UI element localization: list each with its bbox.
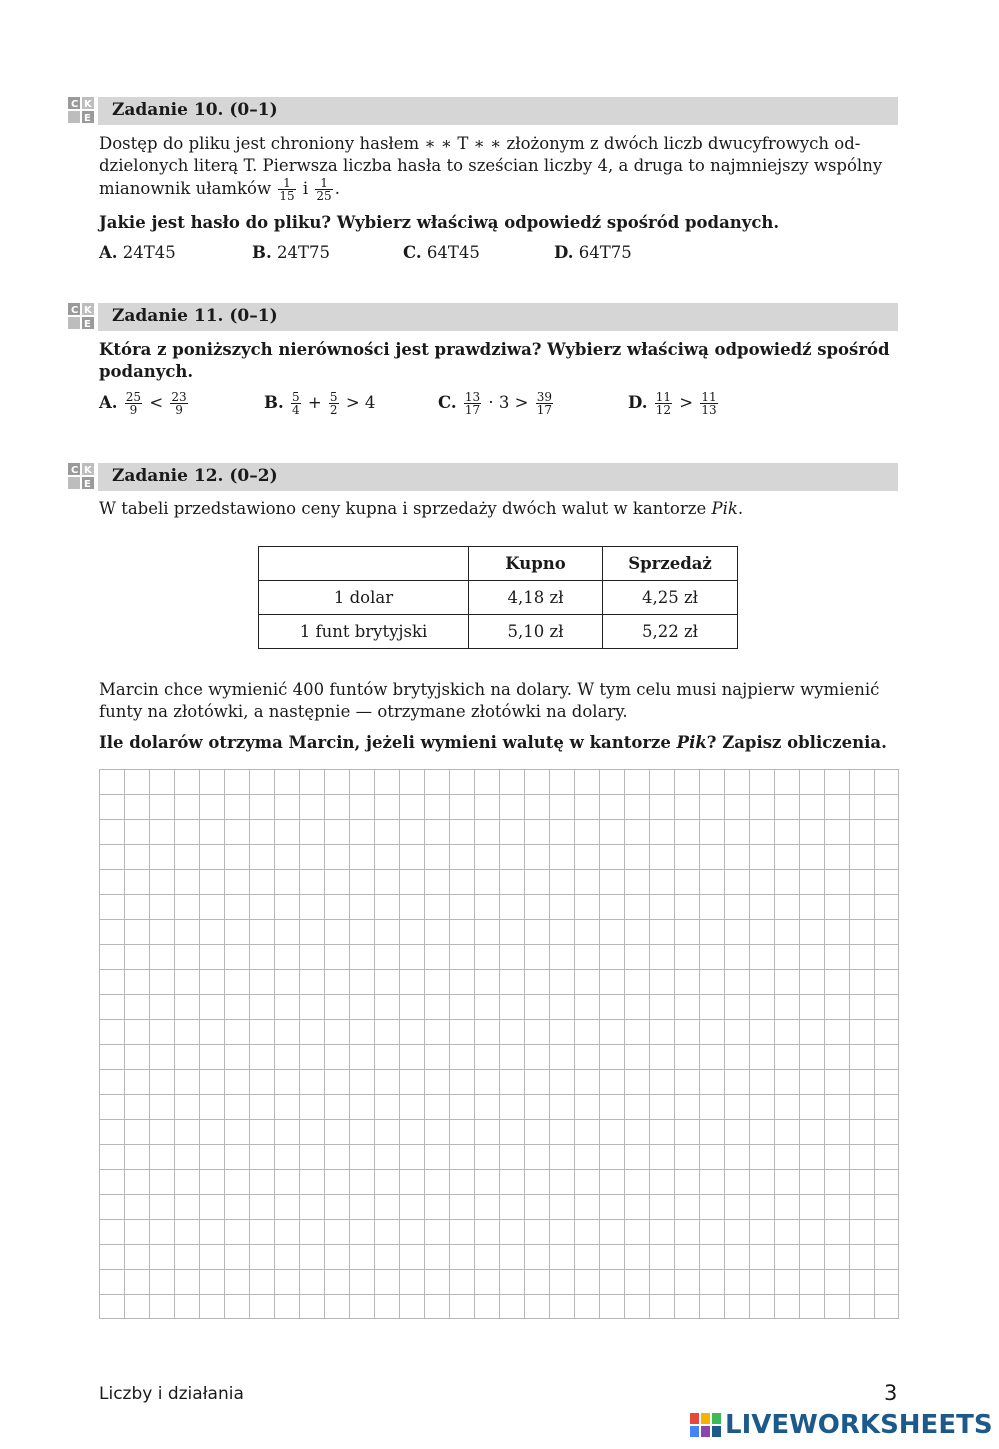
- task-11-option-a[interactable]: [99, 391, 190, 416]
- fraction: [291, 391, 301, 416]
- svg-text:K: K: [84, 99, 92, 110]
- option-letter: B.: [264, 393, 284, 412]
- operator: > 4: [345, 393, 376, 412]
- table-cell: 4,18 zł: [469, 581, 603, 615]
- option-letter: B.: [252, 243, 272, 262]
- task-10-line2: dzielonych literą T. Pierwsza liczba hasła to sześcian liczby 4, a druga to najmniejszy wspólny: [99, 156, 883, 175]
- fraction-denominator: 17: [464, 403, 481, 417]
- task-10-period: .: [334, 179, 340, 198]
- fraction-denominator: 4: [291, 403, 300, 417]
- task-10-question: Jakie jest hasło do pliku? Wybierz właściwą odpowiedź spośród podanych.: [99, 213, 780, 232]
- svg-text:E: E: [84, 479, 91, 489]
- fraction-denominator: 15: [279, 189, 295, 203]
- fraction: [329, 391, 339, 416]
- fraction-numerator: 5: [291, 390, 300, 404]
- task-12-question: [99, 732, 899, 754]
- table-cell: 5,10 zł: [469, 615, 603, 649]
- option-letter: D.: [628, 393, 648, 412]
- table-row: [259, 581, 738, 615]
- task-10-header: [98, 97, 898, 125]
- liveworksheets-wordmark: LIVEWORKSHEETS: [725, 1410, 993, 1440]
- task-12-intro-text: W tabeli przedstawiono ceny kupna i sprzedaży dwóch walut w kantorze: [99, 499, 707, 518]
- task-10-option-d[interactable]: [554, 243, 632, 262]
- task-11-question-line2: podanych.: [99, 362, 194, 381]
- task-12-paragraph-line2: funty na złotówki, a następnie — otrzymane złotówki na dolary.: [99, 702, 628, 721]
- task-10-text: [99, 133, 899, 202]
- fraction-numerator: 11: [655, 390, 671, 404]
- task-10-line3: [99, 177, 899, 202]
- table-cell: 4,25 zł: [603, 581, 738, 615]
- table-header-cell: Sprzedaż: [603, 547, 738, 581]
- fraction-denominator: 13: [701, 403, 717, 417]
- liveworksheets-logo: [690, 1408, 993, 1442]
- fraction-numerator: 23: [171, 390, 187, 404]
- task-11-option-b[interactable]: [264, 391, 375, 416]
- task-10-option-a[interactable]: [99, 243, 176, 262]
- task-12-title: Zadanie 12. (0–2): [112, 466, 278, 486]
- table-header-cell: [259, 547, 469, 581]
- task-12-paragraph: [99, 679, 899, 723]
- task-11-question: [99, 339, 899, 383]
- table-cell: 1 funt brytyjski: [259, 615, 469, 649]
- svg-text:K: K: [84, 465, 92, 476]
- kantor-name: Pik: [676, 733, 707, 752]
- fraction-denominator: 17: [536, 403, 552, 417]
- svg-text:C: C: [71, 305, 79, 316]
- task-10-line1: Dostęp do pliku jest chroniony hasłem ∗ ∗ T ∗ ∗ złożonym z dwóch liczb dwucyfrowych od-: [99, 134, 861, 153]
- footer-section: Liczby i działania: [99, 1384, 244, 1404]
- fraction: [125, 391, 142, 416]
- task-10-title: Zadanie 10. (0–1): [112, 100, 278, 120]
- fraction-numerator: 1: [278, 177, 295, 190]
- cke-logo-icon: [68, 97, 94, 123]
- svg-text:E: E: [84, 319, 91, 329]
- answer-grid[interactable]: [99, 769, 899, 1319]
- fraction-denominator: 2: [329, 403, 338, 417]
- task-10-connector: i: [302, 179, 309, 198]
- option-text: 24T75: [276, 243, 330, 262]
- operator: >: [679, 393, 694, 412]
- fraction: [536, 391, 553, 416]
- fraction-1-25: [315, 177, 332, 202]
- task-12-paragraph-line1: Marcin chce wymienić 400 funtów brytyjskich na dolary. W tym celu musi najpierw wymienić: [99, 680, 880, 699]
- fraction: [170, 391, 187, 416]
- option-letter: A.: [99, 393, 118, 412]
- task-10-option-b[interactable]: [252, 243, 330, 262]
- cke-logo-icon: [68, 303, 94, 329]
- table-cell: 1 dolar: [259, 581, 469, 615]
- fraction-denominator: 9: [175, 403, 183, 417]
- task-12-header: [98, 463, 898, 491]
- liveworksheets-blocks-icon: [690, 1413, 721, 1437]
- task-11-title: Zadanie 11. (0–1): [112, 306, 278, 326]
- option-letter: D.: [554, 243, 574, 262]
- fraction-numerator: 25: [125, 390, 142, 404]
- exchange-rate-table: [258, 546, 738, 649]
- kantor-name: Pik: [711, 499, 738, 518]
- cke-logo-icon: [68, 463, 94, 489]
- task-12-question-end: ? Zapisz obliczenia.: [706, 733, 887, 752]
- option-text: 64T45: [426, 243, 480, 262]
- option-letter: C.: [438, 393, 457, 412]
- task-12-question-text: Ile dolarów otrzyma Marcin, jeżeli wymieni walutę w kantorze: [99, 733, 671, 752]
- table-cell: 5,22 zł: [603, 615, 738, 649]
- option-text: 64T75: [578, 243, 632, 262]
- task-12-intro: [99, 498, 899, 520]
- operator: · 3 >: [488, 393, 529, 412]
- operator: +: [307, 393, 322, 412]
- fraction-numerator: 39: [536, 390, 552, 404]
- svg-text:E: E: [84, 113, 91, 123]
- fraction-1-15: [278, 177, 295, 202]
- option-letter: C.: [403, 243, 422, 262]
- fraction-denominator: 25: [316, 189, 332, 203]
- table-header-row: [259, 547, 738, 581]
- page-number: 3: [884, 1381, 898, 1405]
- fraction-denominator: 12: [655, 403, 671, 417]
- task-10-line3-prefix: mianownik ułamków: [99, 179, 272, 198]
- task-11-option-c[interactable]: [438, 391, 555, 416]
- fraction: [464, 391, 481, 416]
- table-row: [259, 615, 738, 649]
- fraction: [655, 391, 672, 416]
- task-11-header: [98, 303, 898, 331]
- fraction-numerator: 13: [464, 390, 481, 404]
- option-letter: A.: [99, 243, 118, 262]
- option-text: 24T45: [122, 243, 176, 262]
- fraction-numerator: 11: [701, 390, 717, 404]
- svg-text:K: K: [84, 305, 92, 316]
- task-11-option-d[interactable]: [628, 391, 720, 416]
- fraction: [700, 391, 717, 416]
- task-12-intro-end: .: [737, 499, 744, 518]
- task-11-question-line1: Która z poniższych nierówności jest prawdziwa? Wybierz właściwą odpowiedź spośród: [99, 340, 890, 359]
- fraction-numerator: 1: [315, 177, 332, 190]
- operator: <: [149, 393, 164, 412]
- svg-text:C: C: [71, 465, 79, 476]
- table-header-cell: Kupno: [469, 547, 603, 581]
- fraction-numerator: 5: [329, 390, 338, 404]
- svg-text:C: C: [71, 99, 79, 110]
- fraction-denominator: 9: [129, 403, 138, 417]
- task-10-option-c[interactable]: [403, 243, 480, 262]
